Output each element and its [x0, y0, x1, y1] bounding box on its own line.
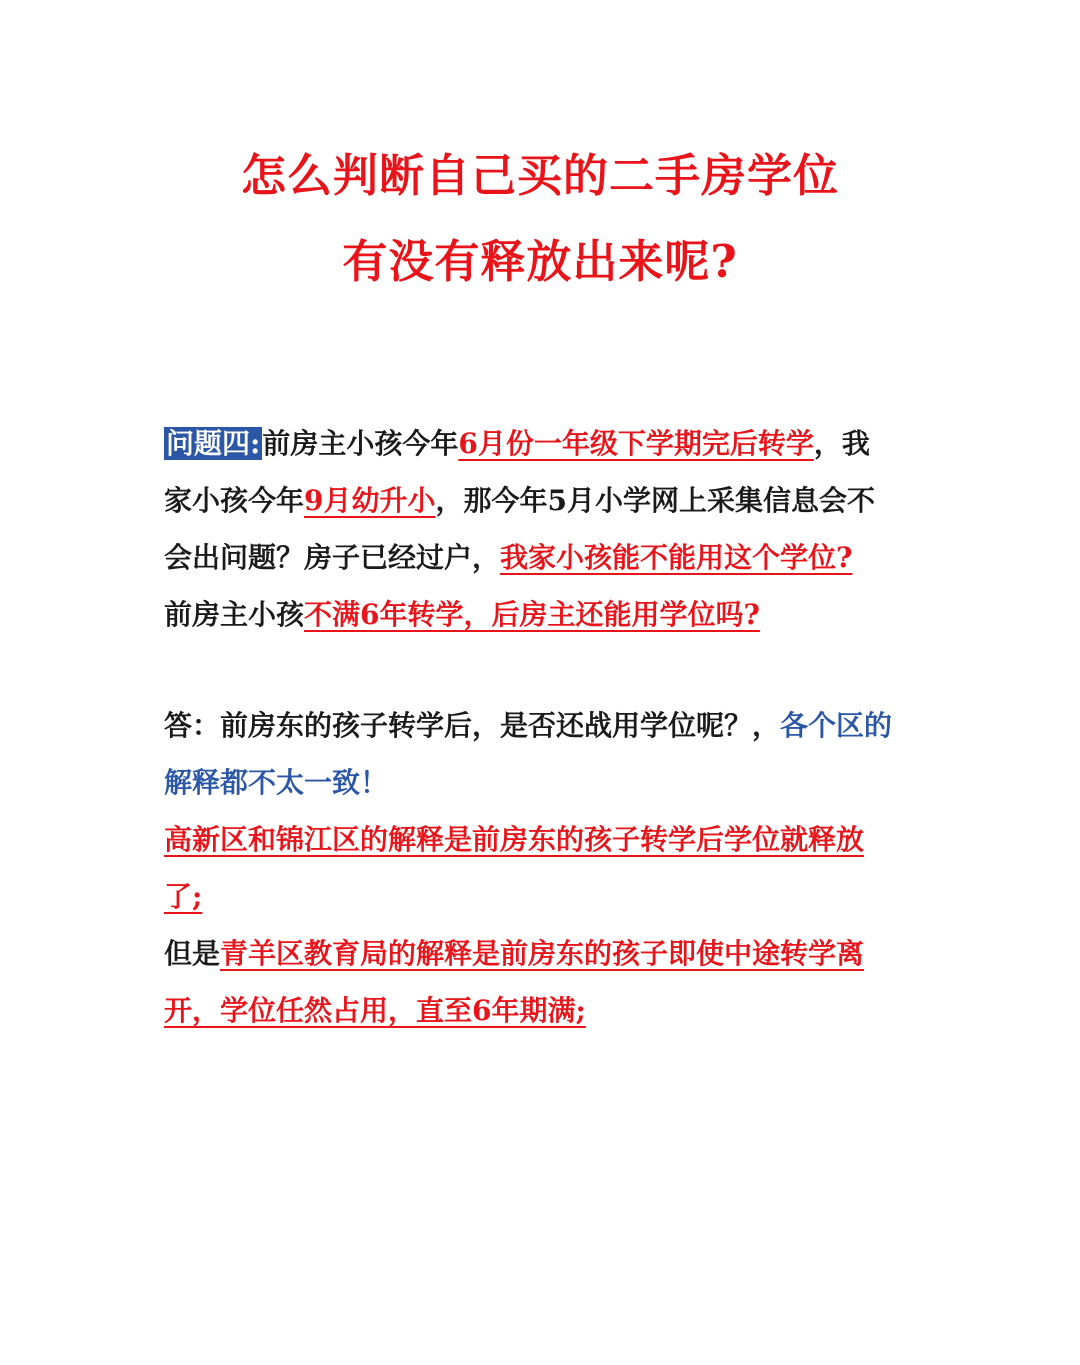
answer-line-6: [164, 982, 924, 1039]
answer-line-2: [164, 754, 924, 811]
question-text: 会出问题？房子已经过户，: [164, 541, 501, 574]
highlighted-text: 我家小孩能不能用这个学位?: [500, 541, 853, 574]
answer-text: 但是: [164, 937, 221, 970]
highlighted-text: 青羊区教育局的解释是前房东的孩子即使中途转学离: [220, 937, 865, 970]
highlighted-text: 不满6年转学，后房主还能用学位吗?: [304, 598, 760, 631]
question-text: 前房主小孩今年: [262, 427, 459, 460]
highlighted-text: 9月幼升小: [304, 484, 436, 517]
question-text: ，那今年5月小学网上采集信息会不: [435, 484, 875, 517]
answer-line-1: [164, 697, 924, 754]
question-text: 家小孩今年: [164, 484, 305, 517]
answer-line-4: [164, 868, 924, 925]
question-label: 问题四:: [166, 427, 261, 460]
title-line-1: 怎么判断自己买的二手房学位: [240, 149, 839, 202]
answer-line-5: [164, 925, 924, 982]
question-line-1: [164, 415, 924, 472]
question-text: 前房主小孩: [164, 598, 305, 631]
question-line-2: [164, 472, 924, 529]
highlighted-text: 了;: [164, 880, 203, 913]
blue-text: 解释都不太一致！: [164, 766, 389, 799]
question-line-3: [164, 529, 924, 586]
question-line-4: [164, 586, 924, 643]
highlighted-text: 高新区和锦江区的解释是前房东的孩子转学后学位就释放: [164, 823, 865, 856]
blue-text: 各个区的: [780, 709, 893, 742]
answer-line-3: [164, 811, 924, 868]
title-line-2: 有没有释放出来呢?: [342, 235, 738, 288]
question-text: ，我: [813, 427, 870, 460]
highlighted-text: 开，学位任然占用，直至6年期满;: [164, 994, 586, 1027]
answer-paragraph: [164, 697, 924, 1039]
highlighted-text: 6月份一年级下学期完后转学: [458, 427, 814, 460]
answer-text: 答：前房东的孩子转学后，是否还战用学位呢？，: [164, 709, 781, 742]
question-paragraph: [164, 415, 924, 643]
